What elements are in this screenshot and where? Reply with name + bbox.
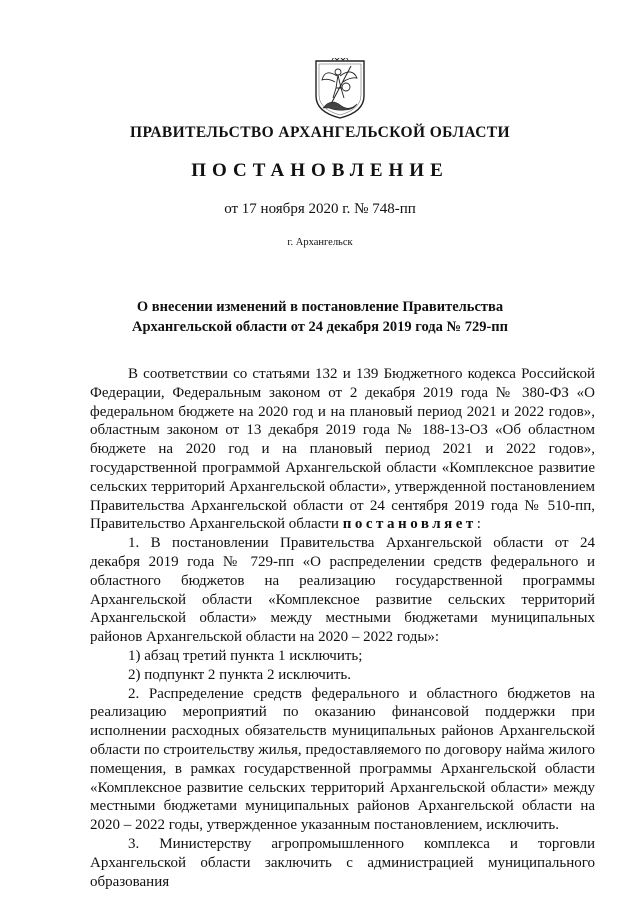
item-1-subitem-1: 1) абзац третий пункта 1 исключить; (128, 647, 363, 664)
coat-of-arms-emblem-icon (313, 58, 367, 120)
subject-line-2: Архангельской области от 24 декабря 2019 года № 729-пп (132, 319, 508, 335)
item-1-subitem-2: 2) подпункт 2 пункта 2 исключить. (128, 666, 352, 683)
item-2-paragraph: 2. Распределение средств федерального и областного бюджетов на реализацию мероприятий по оказанию финансовой поддержки при исполнении расходных обязательств муниципальных районов Архангельской области по строительству жилья, предоставляемого по договору найма жилого помещения, в рамках государственной программы Архангельской области «Комплексное развитие сельских территорий Архангельской области» между местными бюджетами муниципальных районов Архангельской области на 2020 – 2022 годы, утвержденное указанным постановлением, исключить. (90, 685, 595, 834)
document-city: г. Архангельск (287, 237, 353, 248)
organization-title: ПРАВИТЕЛЬСТВО АРХАНГЕЛЬСКОЙ ОБЛАСТИ (129, 124, 510, 141)
item-1-paragraph: 1. В постановлении Правительства Архангельской области от 24 декабря 2019 года № 729-пп «О распределении средств федерального и областного бюджетов на реализацию государственной программы Архангельской области «Комплексное развитие сельских территорий Архангельской области» между местными бюджетами муниципальных районов Архангельской области на 2020 – 2022 годы»: (90, 535, 595, 646)
document-type: ПОСТАНОВЛЕНИЕ (191, 160, 449, 181)
document-body (90, 365, 595, 891)
decree-word: постановляет (342, 516, 477, 533)
document-date-number: от 17 ноября 2020 г. № 748-пп (224, 201, 416, 217)
item-3-paragraph: 3. Министерству агропромышленного комплекса и торговли Архангельской области заключить с администрацией муниципального образования (90, 835, 595, 890)
preamble-paragraph (90, 365, 595, 534)
decree-colon: : (476, 516, 481, 533)
preamble-text: В соответствии со статьями 132 и 139 Бюджетного кодекса Российской Федерации, Федеральным законом от 2 декабря 2019 года № 380-ФЗ «О федеральном бюджете на 2020 год и на плановый период 2021 и 2022 годов», областным законом от 13 декабря 2019 года № 188-13-ОЗ «Об областном бюджете на 2020 год и на плановый период 2021 и 2022 годов», государственной программой Архангельской области «Комплексное развитие сельских территорий Архангельской области», утвержденной постановлением Правительства Архангельской области от 24 сентября 2019 года № 510-пп, Правительство Архангельской области (90, 366, 595, 533)
subject-line-1: О внесении изменений в постановление Правительства (136, 299, 504, 315)
document-subject (90, 297, 550, 337)
